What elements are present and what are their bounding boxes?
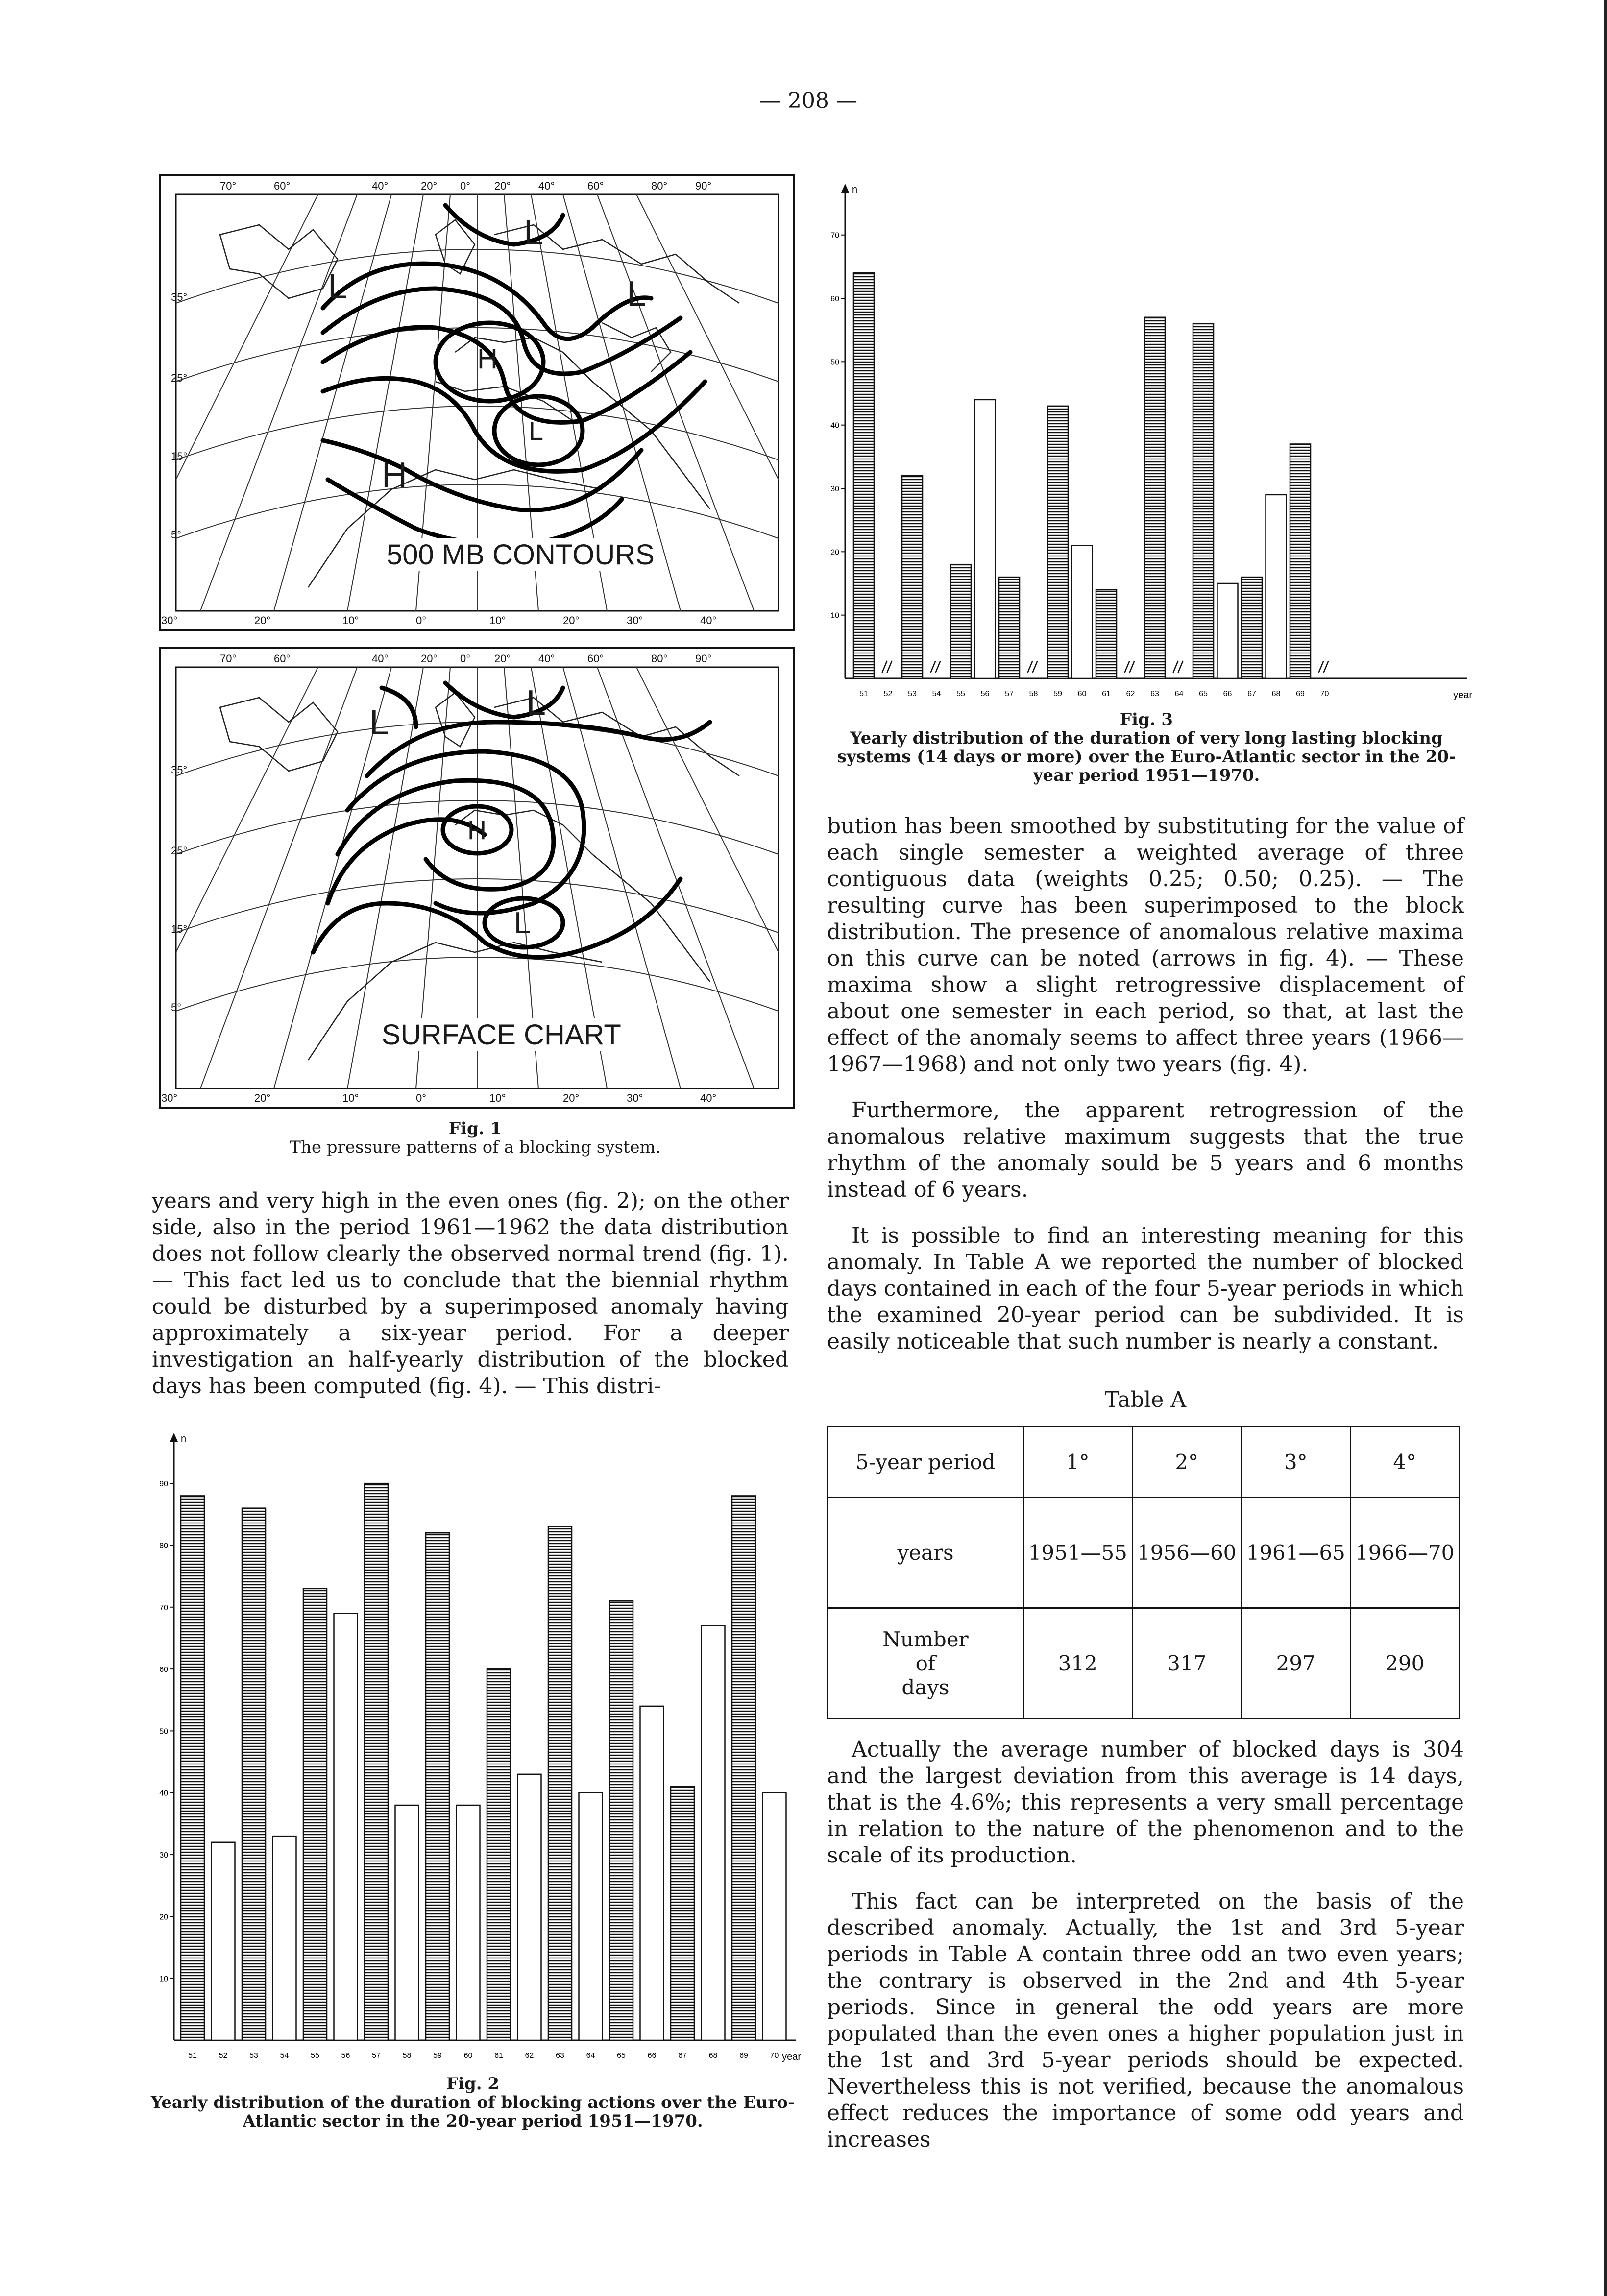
x-tick-label: 58 xyxy=(402,2052,412,2060)
svg-text:60°: 60° xyxy=(274,180,291,192)
x-tick-label: 55 xyxy=(311,2052,319,2060)
svg-text:80°: 80° xyxy=(651,180,668,192)
bar xyxy=(975,400,996,678)
y-tick-label: 50 xyxy=(830,358,839,367)
bar xyxy=(853,273,874,678)
bar xyxy=(487,1669,511,2040)
zero-mark xyxy=(887,661,892,673)
x-tick-label: 57 xyxy=(1005,690,1014,698)
fig1-caption-title: Fig. 1 xyxy=(448,1119,502,1138)
svg-text:20°: 20° xyxy=(421,653,438,665)
paragraph: It is possible to find an interesting meaning for this anomaly. In Table A we reported the number of blocked days contained in each of the four 5-year periods in which the examined 20-year period can be subdivided. It is easily noticeable that such number is nearly a constant. xyxy=(827,1223,1464,1354)
zero-mark xyxy=(936,661,941,673)
svg-text:35°: 35° xyxy=(171,764,188,776)
high-pressure-label: H xyxy=(382,456,407,495)
table-header-cell: 2° xyxy=(1132,1426,1242,1498)
y-tick-label: 10 xyxy=(830,611,839,620)
y-tick-label: 70 xyxy=(159,1603,168,1612)
x-tick-label: 51 xyxy=(859,690,868,698)
zero-mark xyxy=(1324,661,1329,673)
x-tick-label: 68 xyxy=(708,2052,718,2060)
bar xyxy=(1144,317,1165,678)
svg-text:30°: 30° xyxy=(627,1092,643,1104)
x-tick-label: 53 xyxy=(908,690,917,698)
fig3-caption-text: Yearly distribution of the duration of very long lasting blocking systems (14 days or more) over the Euro-Atlantic sector in the 20-year period 1951—1970. xyxy=(837,728,1456,785)
fig2-caption xyxy=(147,2075,799,2130)
low-pressure-label: L xyxy=(529,416,544,446)
svg-text:0°: 0° xyxy=(460,653,471,665)
svg-text:40°: 40° xyxy=(538,653,555,665)
svg-text:60°: 60° xyxy=(587,180,604,192)
y-tick-label: 80 xyxy=(159,1542,168,1550)
svg-text:20°: 20° xyxy=(494,180,511,192)
svg-text:60°: 60° xyxy=(587,653,604,665)
svg-text:40°: 40° xyxy=(700,614,717,627)
y-tick-label: 30 xyxy=(159,1851,168,1860)
table-a xyxy=(827,1426,1460,1719)
x-tick-label: 69 xyxy=(739,2052,748,2060)
bar xyxy=(242,1508,266,2040)
svg-text:90°: 90° xyxy=(695,180,712,192)
svg-text:40°: 40° xyxy=(700,1092,717,1104)
svg-text:30°: 30° xyxy=(161,614,178,627)
svg-text:20°: 20° xyxy=(563,1092,580,1104)
fig1-caption xyxy=(159,1119,791,1157)
right-column-text-bottom xyxy=(827,1737,1464,2173)
bar xyxy=(1072,545,1093,678)
table-row-label xyxy=(828,1608,1023,1719)
paragraph: years and very high in the even ones (fig. 2); on the other side, also in the period 1961—1962 the data distribution does not follow clearly the observed normal trend (fig. 1). — This fact led us to conclude that the biennial rhythm could be disturbed by a superimposed anomaly having approximately a six-year period. For a deeper investigation an half-yearly distribution of the blocked days has been computed (fig. 4). — This distri- xyxy=(152,1188,789,1399)
fig2-caption-text: Yearly distribution of the duration of blocking actions over the Euro-Atlantic sector in the 20-year period 1951—1970. xyxy=(150,2093,795,2131)
svg-text:40°: 40° xyxy=(538,180,555,192)
svg-text:15°: 15° xyxy=(171,450,188,462)
svg-text:35°: 35° xyxy=(171,291,188,303)
svg-text:10°: 10° xyxy=(342,614,359,627)
y-tick-label: 20 xyxy=(159,1913,168,1922)
table-cell: 1961—65 xyxy=(1242,1498,1351,1608)
x-tick-label: 60 xyxy=(463,2052,473,2060)
svg-text:25°: 25° xyxy=(171,845,188,857)
table-header-cell: 1° xyxy=(1023,1426,1133,1498)
svg-text:30°: 30° xyxy=(627,614,643,627)
y-tick-label: 70 xyxy=(830,231,839,240)
x-tick-label: 66 xyxy=(647,2052,657,2060)
table-row-label-line: of xyxy=(915,1651,936,1676)
bar xyxy=(548,1527,572,2040)
x-tick-label: 65 xyxy=(617,2052,626,2060)
map-surface-label: SURFACE CHART xyxy=(377,1018,626,1051)
map-surface xyxy=(159,647,795,1109)
svg-text:10°: 10° xyxy=(489,614,506,627)
bar xyxy=(1290,444,1311,678)
bar xyxy=(334,1613,358,2040)
table-cell: 297 xyxy=(1242,1608,1351,1719)
x-tick-label: 62 xyxy=(525,2052,534,2060)
low-pressure-label: L xyxy=(328,267,348,306)
zero-mark xyxy=(882,661,887,673)
table-header-cell: 4° xyxy=(1350,1426,1460,1498)
x-tick-label: 66 xyxy=(1223,690,1232,698)
y-tick-label: 40 xyxy=(830,421,839,430)
page-edge-rule xyxy=(1604,0,1607,2296)
map-500mb xyxy=(159,174,795,631)
y-tick-label: 90 xyxy=(159,1480,168,1489)
svg-text:15°: 15° xyxy=(171,923,188,935)
x-tick-label: 52 xyxy=(219,2052,228,2060)
svg-text:5°: 5° xyxy=(171,529,182,541)
table-header-cell: 5-year period xyxy=(828,1426,1023,1498)
bar xyxy=(609,1601,633,2040)
high-pressure-label: H xyxy=(477,343,498,375)
low-pressure-label: L xyxy=(526,683,546,723)
x-tick-label: 67 xyxy=(678,2052,687,2060)
x-tick-label: 53 xyxy=(249,2052,258,2060)
fig2-chart xyxy=(147,1430,799,2072)
x-tick-label: 57 xyxy=(372,2052,381,2060)
fig3-svg xyxy=(823,167,1470,701)
zero-mark xyxy=(931,661,936,673)
table-row-label-line: Number xyxy=(882,1627,969,1652)
table-cell: 1951—55 xyxy=(1023,1498,1133,1608)
svg-text:20°: 20° xyxy=(254,1092,271,1104)
x-tick-label: 70 xyxy=(770,2052,779,2060)
x-tick-label: 54 xyxy=(280,2052,289,2060)
high-pressure-label: H xyxy=(467,816,487,845)
svg-text:10°: 10° xyxy=(489,1092,506,1104)
fig3-caption-title: Fig. 3 xyxy=(1120,710,1173,729)
y-axis-label: n xyxy=(181,1433,187,1444)
x-tick-label: 62 xyxy=(1126,690,1135,698)
svg-text:10°: 10° xyxy=(342,1092,359,1104)
table-cell: 1956—60 xyxy=(1132,1498,1242,1608)
x-tick-label: 59 xyxy=(433,2052,442,2060)
x-tick-label: 63 xyxy=(556,2052,564,2060)
x-tick-label: 68 xyxy=(1271,690,1281,698)
x-tick-label: 56 xyxy=(341,2052,350,2060)
x-tick-label: 54 xyxy=(932,690,941,698)
low-pressure-label: L xyxy=(524,213,544,252)
zero-mark xyxy=(1033,661,1038,673)
y-tick-label: 20 xyxy=(830,548,839,557)
bar xyxy=(671,1787,694,2040)
x-tick-label: 55 xyxy=(956,690,965,698)
bar xyxy=(1242,577,1262,678)
zero-mark xyxy=(1319,661,1324,673)
bar xyxy=(763,1793,786,2040)
bar xyxy=(640,1706,664,2040)
y-tick-label: 60 xyxy=(159,1666,168,1674)
svg-text:0°: 0° xyxy=(460,180,471,192)
bar xyxy=(426,1533,449,2040)
svg-text:60°: 60° xyxy=(274,653,291,665)
fig2-svg xyxy=(147,1430,799,2072)
x-tick-label: 70 xyxy=(1320,690,1329,698)
svg-text:70°: 70° xyxy=(220,653,237,665)
y-tick-label: 30 xyxy=(830,485,839,493)
y-tick-label: 40 xyxy=(159,1789,168,1798)
x-tick-label: 61 xyxy=(494,2052,503,2060)
x-axis-label: year xyxy=(1453,690,1472,701)
bar xyxy=(518,1774,541,2040)
y-tick-label: 50 xyxy=(159,1727,168,1736)
svg-text:20°: 20° xyxy=(421,180,438,192)
x-tick-label: 56 xyxy=(980,690,990,698)
bar xyxy=(950,564,971,678)
svg-text:25°: 25° xyxy=(171,372,188,384)
x-tick-label: 67 xyxy=(1247,690,1256,698)
paragraph: bution has been smoothed by substituting for the value of each single semester a weighted average of three contiguous data (weights 0.25; 0.50; 0.25). — The resulting curve has been superimposed to the block distribution. The presence of anomalous relative maxima on this curve can be noted (arrows in fig. 4). — These maxima show a slight retrogressive displacement of about one semester in each period, so that, at last the effect of the anomaly seems to affect three years (1966—1967—1968) and not only two years (fig. 4). xyxy=(827,814,1464,1077)
x-tick-label: 59 xyxy=(1053,690,1062,698)
bar xyxy=(579,1793,603,2040)
zero-mark xyxy=(1028,661,1033,673)
svg-text:40°: 40° xyxy=(372,653,389,665)
bar xyxy=(732,1496,755,2040)
bar xyxy=(1217,583,1238,678)
x-tick-label: 51 xyxy=(188,2052,197,2060)
x-tick-label: 64 xyxy=(1174,690,1184,698)
y-tick-label: 60 xyxy=(830,295,839,303)
svg-text:90°: 90° xyxy=(695,653,712,665)
table-header-cell: 3° xyxy=(1242,1426,1351,1498)
zero-mark xyxy=(1178,661,1183,673)
fig3-chart xyxy=(823,167,1470,701)
bar xyxy=(1047,406,1068,678)
bar xyxy=(1193,324,1214,678)
svg-text:80°: 80° xyxy=(651,653,668,665)
bar xyxy=(999,577,1020,678)
low-pressure-label: L xyxy=(369,703,390,742)
paragraph: Furthermore, the apparent retrogression of the anomalous relative maximum suggests that the true rhythm of the anomaly sould be 5 years and 6 months instead of 6 years. xyxy=(827,1098,1464,1202)
y-axis-arrow xyxy=(170,1433,178,1442)
fig1-caption-text: The pressure patterns of a blocking system. xyxy=(290,1137,661,1157)
paragraph: Actually the average number of blocked days is 304 and the largest deviation from this average is 14 days, that is the 4.6%; this represents a very small percentage in relation to the nature of the phenomenon and to the scale of its production. xyxy=(827,1737,1464,1868)
right-column-text-top xyxy=(827,813,1464,1375)
x-tick-label: 69 xyxy=(1296,690,1305,698)
zero-mark xyxy=(1173,661,1178,673)
x-tick-label: 65 xyxy=(1199,690,1208,698)
x-tick-label: 60 xyxy=(1077,690,1087,698)
paragraph: This fact can be interpreted on the basis of the described anomaly. Actually, the 1st and 3rd 5-year periods in Table A contain three odd an two even years; the contrary is observed in the 2nd and 4th 5-year periods. Since in general the odd years are more populated than the even ones a higher population just in the 1st and 3rd 5-year periods should be expected. Nevertheless this is not verified, because the anomalous effect reduces the importance of some odd years and increases xyxy=(827,1889,1464,2152)
svg-text:20°: 20° xyxy=(494,653,511,665)
table-row-label-line: days xyxy=(901,1675,950,1700)
y-axis-label: n xyxy=(852,184,858,195)
bar xyxy=(1096,590,1117,678)
x-tick-label: 64 xyxy=(586,2052,595,2060)
bar xyxy=(303,1589,327,2040)
svg-text:0°: 0° xyxy=(416,1092,427,1104)
zero-mark xyxy=(1130,661,1135,673)
svg-text:0°: 0° xyxy=(416,614,427,627)
bar xyxy=(273,1836,296,2040)
x-tick-label: 52 xyxy=(883,690,893,698)
fig2-caption-title: Fig. 2 xyxy=(446,2074,500,2094)
fig3-caption xyxy=(823,710,1470,785)
page-number: — 208 — xyxy=(759,88,857,113)
left-column-text xyxy=(152,1188,789,1419)
zero-mark xyxy=(1125,661,1130,673)
bar xyxy=(902,476,923,678)
low-pressure-label: L xyxy=(514,906,531,940)
svg-text:5°: 5° xyxy=(171,1001,182,1014)
bar xyxy=(212,1842,235,2040)
map-500mb-label: 500 MB CONTOURS xyxy=(382,538,659,571)
table-cell: 290 xyxy=(1350,1608,1460,1719)
svg-text:20°: 20° xyxy=(563,614,580,627)
svg-text:70°: 70° xyxy=(220,180,237,192)
table-row-label: years xyxy=(828,1498,1023,1608)
svg-text:40°: 40° xyxy=(372,180,389,192)
table-title: Table A xyxy=(1104,1387,1187,1412)
table-cell: 1966—70 xyxy=(1350,1498,1460,1608)
y-tick-label: 10 xyxy=(159,1975,168,1983)
x-tick-label: 58 xyxy=(1029,690,1038,698)
table-cell: 312 xyxy=(1023,1608,1133,1719)
bar xyxy=(395,1805,419,2040)
svg-text:20°: 20° xyxy=(254,614,271,627)
bar xyxy=(365,1483,388,2040)
bar xyxy=(457,1805,480,2040)
table-cell: 317 xyxy=(1132,1608,1242,1719)
low-pressure-label: L xyxy=(627,274,647,314)
bar xyxy=(181,1496,204,2040)
x-tick-label: 63 xyxy=(1150,690,1159,698)
svg-text:30°: 30° xyxy=(161,1092,178,1104)
y-axis-arrow xyxy=(841,184,849,193)
bar xyxy=(702,1626,725,2040)
x-axis-label: year xyxy=(782,2052,801,2062)
x-tick-label: 61 xyxy=(1102,690,1111,698)
bar xyxy=(1266,495,1287,678)
